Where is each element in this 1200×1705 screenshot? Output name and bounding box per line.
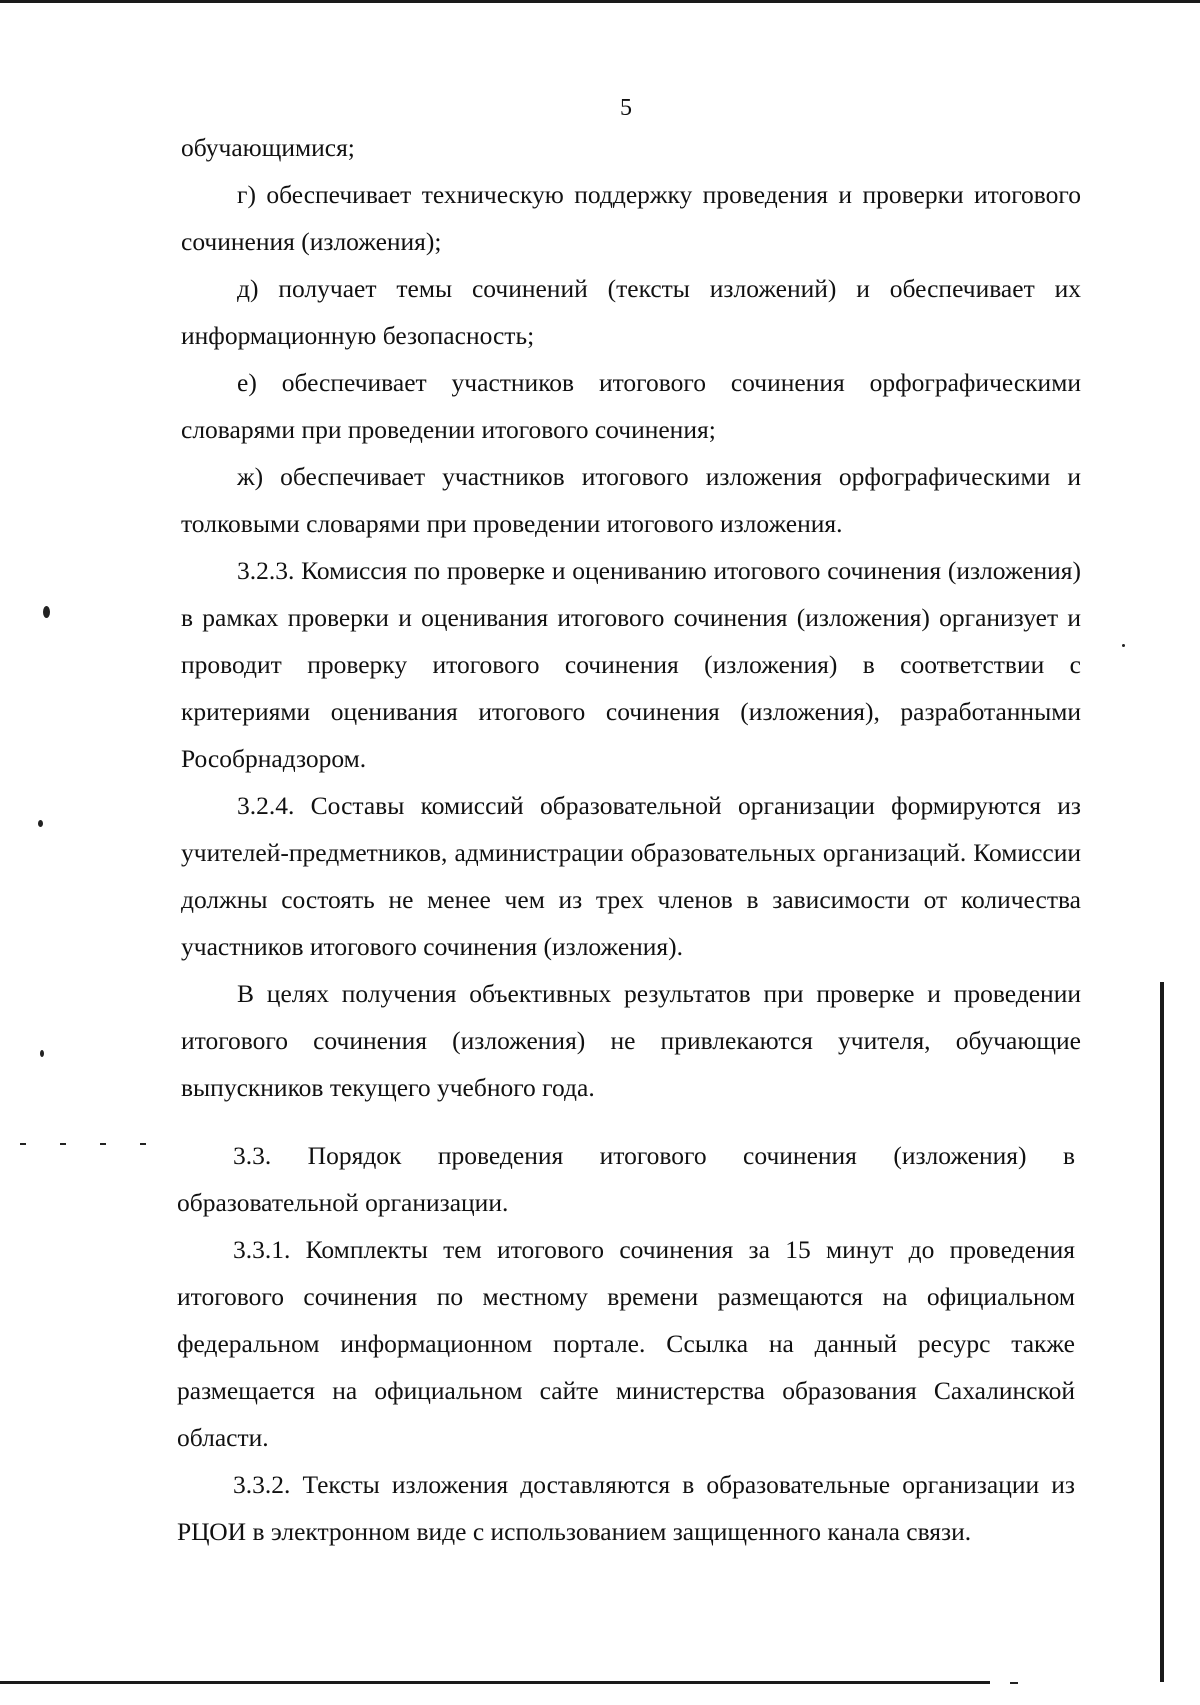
paragraph-3-2-3: 3.2.3. Комиссия по проверке и оцениванию итогового сочинения (изложения) в рамках проверки и оценивания итогового сочинения (изложения) организует и проводит проверку итогового сочинения (изложения) в соответствии с критериями оценивания итогового сочинения (изложения), разработанными Рособрнадзором. [181, 556, 1081, 773]
paragraph-3-2-4: 3.2.4. Составы комиссий образовательной организации формируются из учителей-предметников, администрации образовательных организаций. Комиссии должны состоять не менее чем из трех членов в зависимости от количества участников итогового сочинения (изложения). [181, 791, 1081, 961]
document-body-lower [177, 1132, 1075, 1555]
paragraph-item-g: г) обеспечивает техническую поддержку проведения и проверки итогового сочинения (изложения); [181, 180, 1081, 256]
top-border-line [0, 0, 1200, 3]
paragraph-3-3-2: 3.3.2. Тексты изложения доставляются в образовательные организации из РЦОИ в электронном виде с использованием защищенного канала связи. [177, 1470, 1075, 1546]
scan-speck [43, 606, 50, 618]
scan-speck [1122, 644, 1125, 647]
scan-speck [60, 1143, 66, 1145]
scan-speck [100, 1143, 106, 1145]
document-body-upper [181, 124, 1081, 1111]
paragraph-objectivity: В целях получения объективных результатов при проверке и проведении итогового сочинения (изложения) не привлекаются учителя, обучающие выпускников текущего учебного года. [181, 979, 1081, 1102]
paragraph-3-3-1: 3.3.1. Комплекты тем итогового сочинения за 15 минут до проведения итогового сочинения по местному времени размещаются на официальном федеральном информационном портале. Ссылка на данный ресурс также размещается на официальном сайте министерства образования Сахалинской области. [177, 1235, 1075, 1452]
scan-speck [140, 1143, 146, 1145]
paragraph-continuation: обучающимися; [181, 133, 355, 162]
right-edge-line [1160, 982, 1164, 1682]
scan-speck [38, 820, 43, 827]
paragraph-item-d: д) получает темы сочинений (тексты изложений) и обеспечивает их информационную безопасность; [181, 274, 1081, 350]
scan-speck [1010, 1682, 1018, 1684]
scan-speck [40, 1050, 44, 1057]
page-number: 5 [620, 95, 632, 121]
bottom-border-line [0, 1681, 990, 1684]
paragraph-item-zh: ж) обеспечивает участников итогового изложения орфографическими и толковыми словарями при проведении итогового изложения. [181, 462, 1081, 538]
paragraph-item-e: е) обеспечивает участников итогового сочинения орфографическими словарями при проведении итогового сочинения; [181, 368, 1081, 444]
scan-speck [20, 1143, 26, 1145]
section-heading-3-3: 3.3. Порядок проведения итогового сочинения (изложения) в образовательной организации. [177, 1141, 1075, 1217]
